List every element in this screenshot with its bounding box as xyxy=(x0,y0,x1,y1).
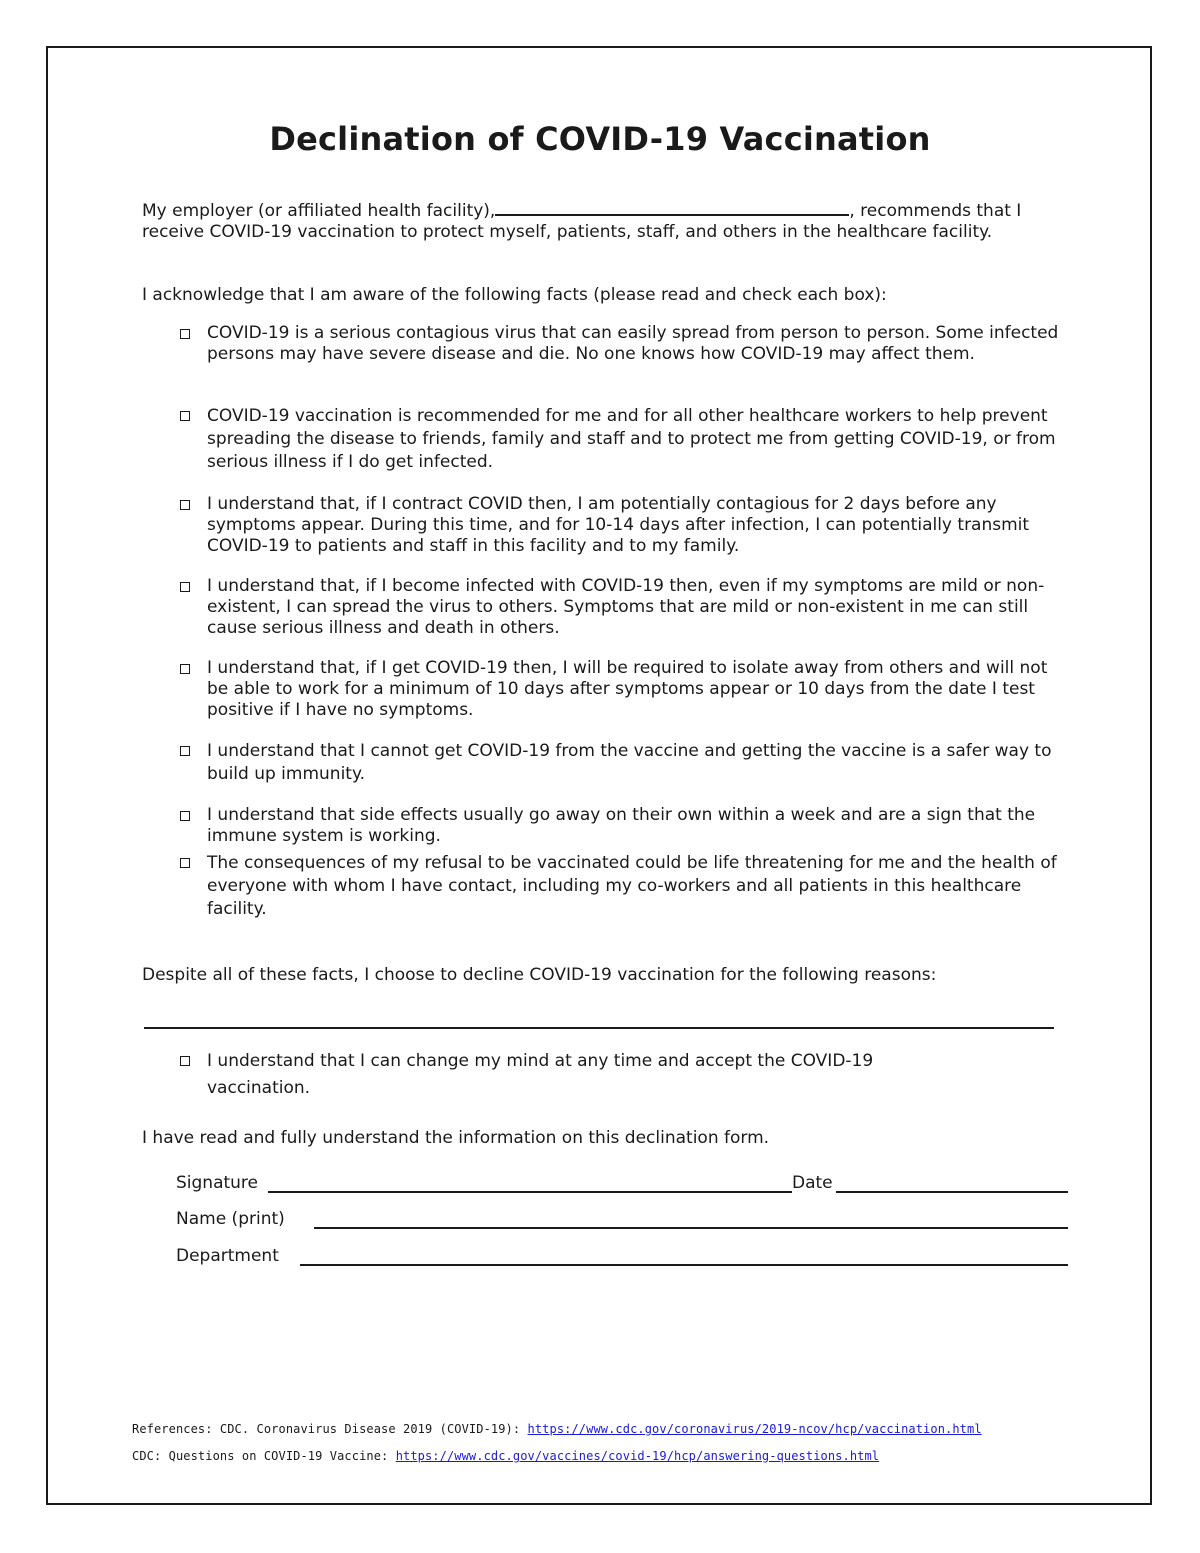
fact-text: I understand that, if I contract COVID then, I am potentially contagious for 2 days before any symptoms appear. During this time, and for 10-14 days after infection, I can potentially transmit COVID-19 to patients and staff in this facility and to my family. xyxy=(207,494,1030,556)
reference-line xyxy=(132,1448,879,1464)
fact-checkbox[interactable] xyxy=(180,746,190,756)
fact-checkbox[interactable] xyxy=(180,411,190,421)
reference-line xyxy=(132,1421,982,1437)
fact-item xyxy=(180,576,1060,639)
fact-text: COVID-19 is a serious contagious virus that can easily spread from person to person. Some infected persons may have severe disease and die. No one knows how COVID-19 may affect them. xyxy=(207,323,1059,364)
signature-row xyxy=(176,1172,1068,1196)
fact-item xyxy=(180,494,1060,557)
reference-label: References: CDC. Coronavirus Disease 2019 (COVID-19): xyxy=(132,1422,528,1436)
fact-item xyxy=(180,405,1060,474)
fact-checkbox[interactable] xyxy=(180,664,190,674)
intro-text-end: , recommends that I receive COVID-19 vaccination to protect myself, patients, staff, and others in the healthcare facility. xyxy=(142,201,1022,242)
reference-link[interactable]: https://www.cdc.gov/vaccines/covid-19/hcp/answering-questions.html xyxy=(395,1449,880,1463)
name-row xyxy=(176,1208,1068,1232)
department-field[interactable] xyxy=(300,1264,1068,1266)
date-label: Date xyxy=(792,1173,833,1193)
date-field[interactable] xyxy=(836,1191,1068,1193)
fact-checkbox[interactable] xyxy=(180,500,190,510)
fact-item xyxy=(180,658,1060,721)
despite-text: Despite all of these facts, I choose to decline COVID-19 vaccination for the following reasons: xyxy=(142,965,937,985)
fact-checkbox[interactable] xyxy=(180,582,190,592)
intro-paragraph xyxy=(142,198,1042,243)
acknowledge-text: I acknowledge that I am aware of the following facts (please read and check each box): xyxy=(142,285,887,305)
fact-text: COVID-19 vaccination is recommended for me and for all other healthcare workers to help prevent spreading the disease to friends, family and staff and to protect me from getting COVID-19, or from serious illness if I do get infected. xyxy=(207,406,1056,472)
change-mind-text: I understand that I can change my mind at any time and accept the COVID-19 vaccination. xyxy=(207,1051,874,1098)
employer-name-field[interactable] xyxy=(495,198,849,216)
intro-text-start: My employer (or affiliated health facility), xyxy=(142,201,496,221)
fact-text: I understand that side effects usually go away on their own within a week and are a sign that the immune system is working. xyxy=(207,805,1036,846)
signature-field[interactable] xyxy=(268,1191,792,1193)
fact-text: I understand that, if I become infected with COVID-19 then, even if my symptoms are mild or non-existent, I can spread the virus to others. Symptoms that are mild or non-existent in me can still cause serious illness and death in others. xyxy=(207,576,1045,638)
fact-checkbox[interactable] xyxy=(180,329,190,339)
reference-label: CDC: Questions on COVID-19 Vaccine: xyxy=(132,1449,396,1463)
fact-item xyxy=(180,852,1060,921)
signature-label: Signature xyxy=(176,1173,259,1193)
page-title: Declination of COVID-19 Vaccination xyxy=(269,120,931,158)
change-mind-checkbox[interactable] xyxy=(180,1056,190,1066)
fact-item xyxy=(180,740,1060,786)
department-label: Department xyxy=(176,1246,279,1266)
fact-item xyxy=(180,805,1060,847)
fact-checkbox[interactable] xyxy=(180,811,190,821)
change-mind-item xyxy=(180,1048,940,1102)
fact-checkbox[interactable] xyxy=(180,858,190,868)
name-field[interactable] xyxy=(314,1227,1068,1229)
fact-text: I understand that, if I get COVID-19 then, I will be required to isolate away from others and will not be able to work for a minimum of 10 days after symptoms appear or 10 days from the date I test positive if I have no symptoms. xyxy=(207,658,1048,720)
fact-text: I understand that I cannot get COVID-19 from the vaccine and getting the vaccine is a safer way to build up immunity. xyxy=(207,741,1052,784)
fact-item xyxy=(180,323,1060,365)
department-row xyxy=(176,1245,1068,1269)
reasons-field[interactable] xyxy=(144,1027,1054,1029)
reference-link[interactable]: https://www.cdc.gov/coronavirus/2019-ncov/hcp/vaccination.html xyxy=(527,1422,982,1436)
read-understand-text: I have read and fully understand the information on this declination form. xyxy=(142,1128,770,1148)
name-label: Name (print) xyxy=(176,1209,285,1229)
fact-text: The consequences of my refusal to be vaccinated could be life threatening for me and the health of everyone with whom I have contact, including my co-workers and all patients in this healthcare facility. xyxy=(207,853,1057,919)
